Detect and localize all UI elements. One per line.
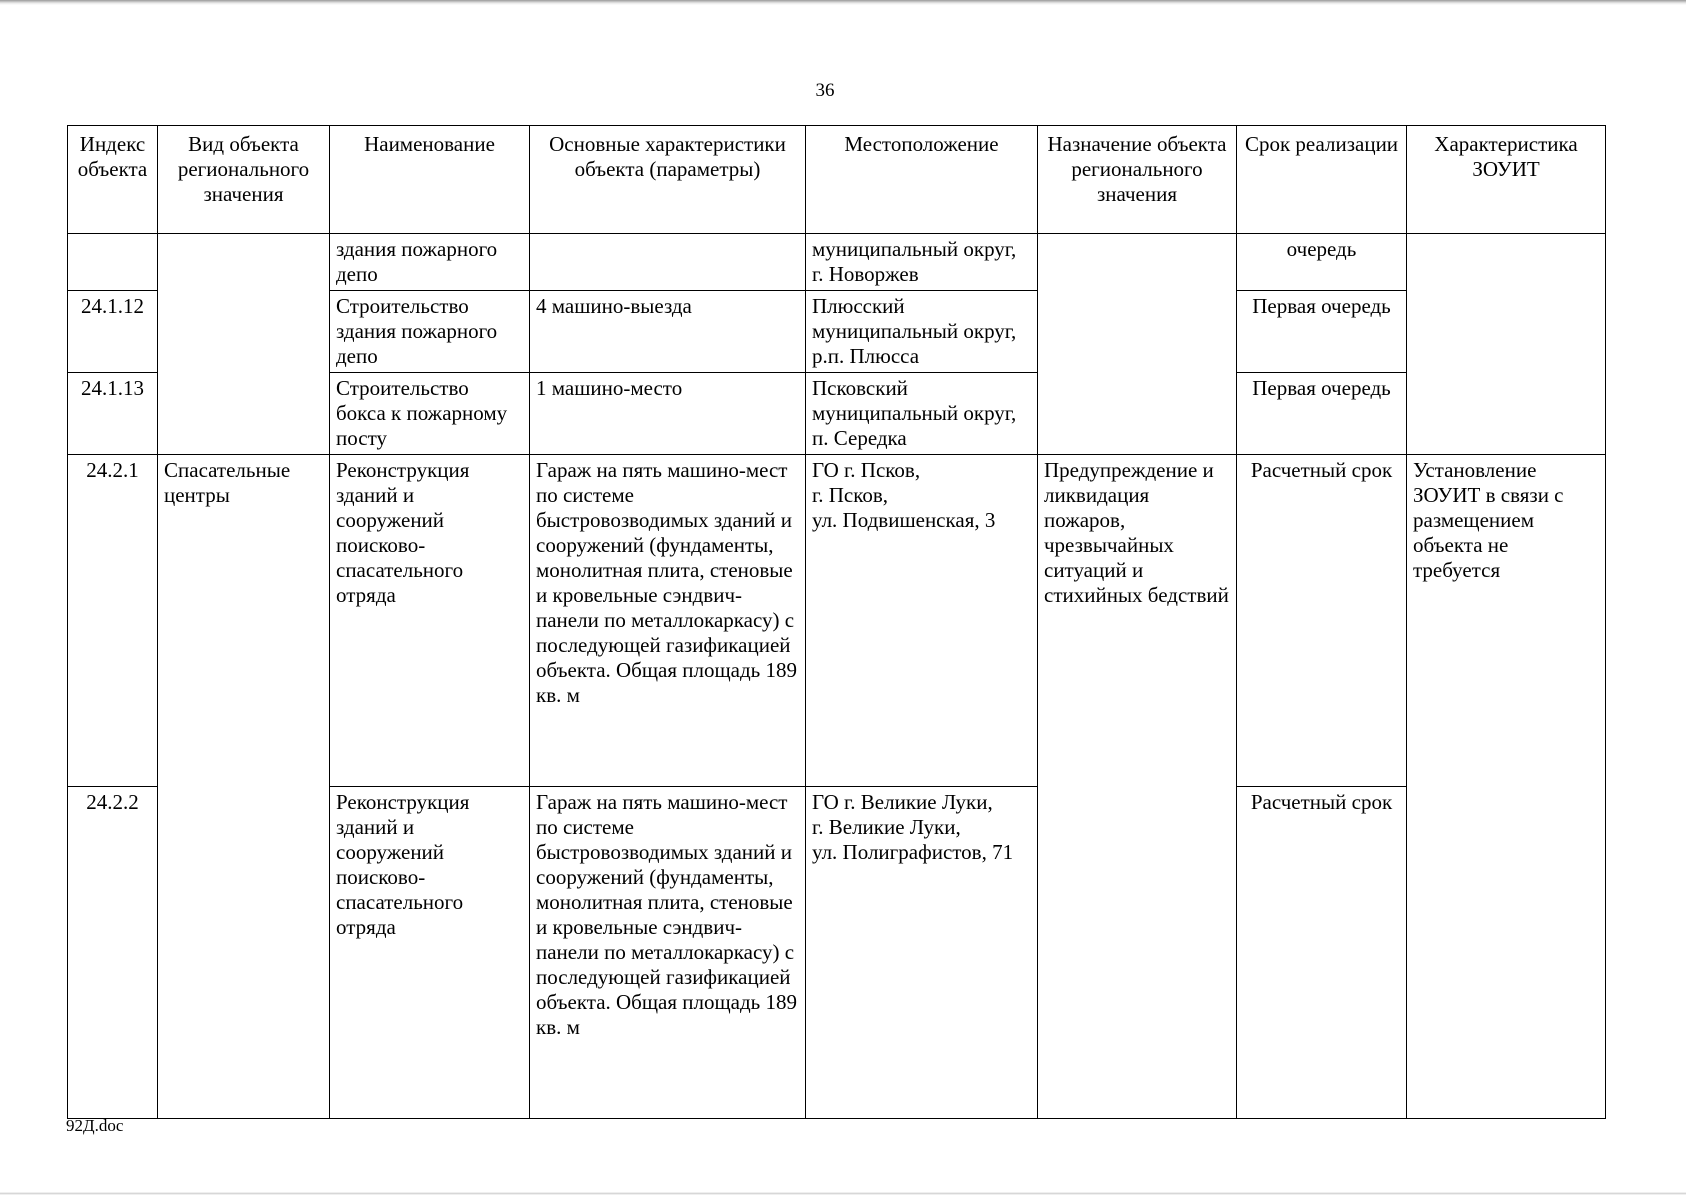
header-name: Наименование: [330, 126, 530, 234]
cell-term: Расчетный срок: [1237, 455, 1407, 787]
cell-object-type: [158, 234, 330, 455]
scan-edge-top: [0, 0, 1686, 5]
scan-edge-bottom: [0, 1192, 1686, 1195]
cell-term: Первая очередь: [1237, 373, 1407, 455]
cell-zouit: Установление ЗОУИТ в связи с размещением объекта не требуется: [1407, 455, 1606, 1119]
cell-term: Первая очередь: [1237, 291, 1407, 373]
cell-name: здания пожарного депо: [330, 234, 530, 291]
table-row: [68, 455, 1606, 787]
cell-name: Реконструкция зданий и сооружений поисково-спасательного отряда: [330, 455, 530, 787]
cell-index: 24.1.13: [68, 373, 158, 455]
header-purpose: Назначение объекта регионального значения: [1038, 126, 1237, 234]
cell-name: Строительство здания пожарного депо: [330, 291, 530, 373]
cell-parameters: Гараж на пять машино-мест по системе быстровозводимых зданий и сооружений (фундаменты, монолитная плита, стеновые и кровельные сэндвич-панели по металлокаркасу) с последующей газификацией объекта. Общая площадь 189 кв. м: [530, 787, 806, 1119]
cell-location: Псковский муниципальный округ, п. Середка: [806, 373, 1038, 455]
header-term: Срок реализации: [1237, 126, 1407, 234]
cell-name: Реконструкция зданий и сооружений поисково-спасательного отряда: [330, 787, 530, 1119]
cell-index: [68, 234, 158, 291]
cell-index: 24.2.1: [68, 455, 158, 787]
cell-name: Строительство бокса к пожарному посту: [330, 373, 530, 455]
cell-parameters: [530, 234, 806, 291]
header-location: Местоположение: [806, 126, 1038, 234]
cell-purpose: Предупреждение и ликвидация пожаров, чрезвычайных ситуаций и стихийных бедствий: [1038, 455, 1237, 1119]
page-number: 36: [815, 80, 835, 101]
regional-objects-table: [67, 125, 1606, 1119]
header-index: Индекс объекта: [68, 126, 158, 234]
cell-purpose: [1038, 234, 1237, 455]
header-zouit: Характеристика ЗОУИТ: [1407, 126, 1606, 234]
header-parameters: Основные характеристики объекта (параметры): [530, 126, 806, 234]
table-row: [68, 234, 1606, 291]
cell-object-type: Спасательные центры: [158, 455, 330, 1119]
cell-term: Расчетный срок: [1237, 787, 1407, 1119]
cell-parameters: 1 машино-место: [530, 373, 806, 455]
cell-parameters: Гараж на пять машино-мест по системе быстровозводимых зданий и сооружений (фундаменты, монолитная плита, стеновые и кровельные сэндвич-панели по металлокаркасу) с последующей газификацией объекта. Общая площадь 189 кв. м: [530, 455, 806, 787]
cell-index: 24.2.2: [68, 787, 158, 1119]
cell-location: ГО г. Великие Луки, г. Великие Луки, ул. Полиграфистов, 71: [806, 787, 1038, 1119]
cell-zouit: [1407, 234, 1606, 455]
cell-index: 24.1.12: [68, 291, 158, 373]
cell-location: ГО г. Псков, г. Псков, ул. Подвишенская, 3: [806, 455, 1038, 787]
header-object-type: Вид объекта регионального значения: [158, 126, 330, 234]
cell-location: Плюсский муниципальный округ, р.п. Плюсса: [806, 291, 1038, 373]
cell-term: очередь: [1237, 234, 1407, 291]
file-name-footer: 92Д.doc: [66, 1116, 124, 1135]
cell-location: муниципальный округ, г. Новоржев: [806, 234, 1038, 291]
cell-parameters: 4 машино-выезда: [530, 291, 806, 373]
table-header-row: [68, 126, 1606, 234]
